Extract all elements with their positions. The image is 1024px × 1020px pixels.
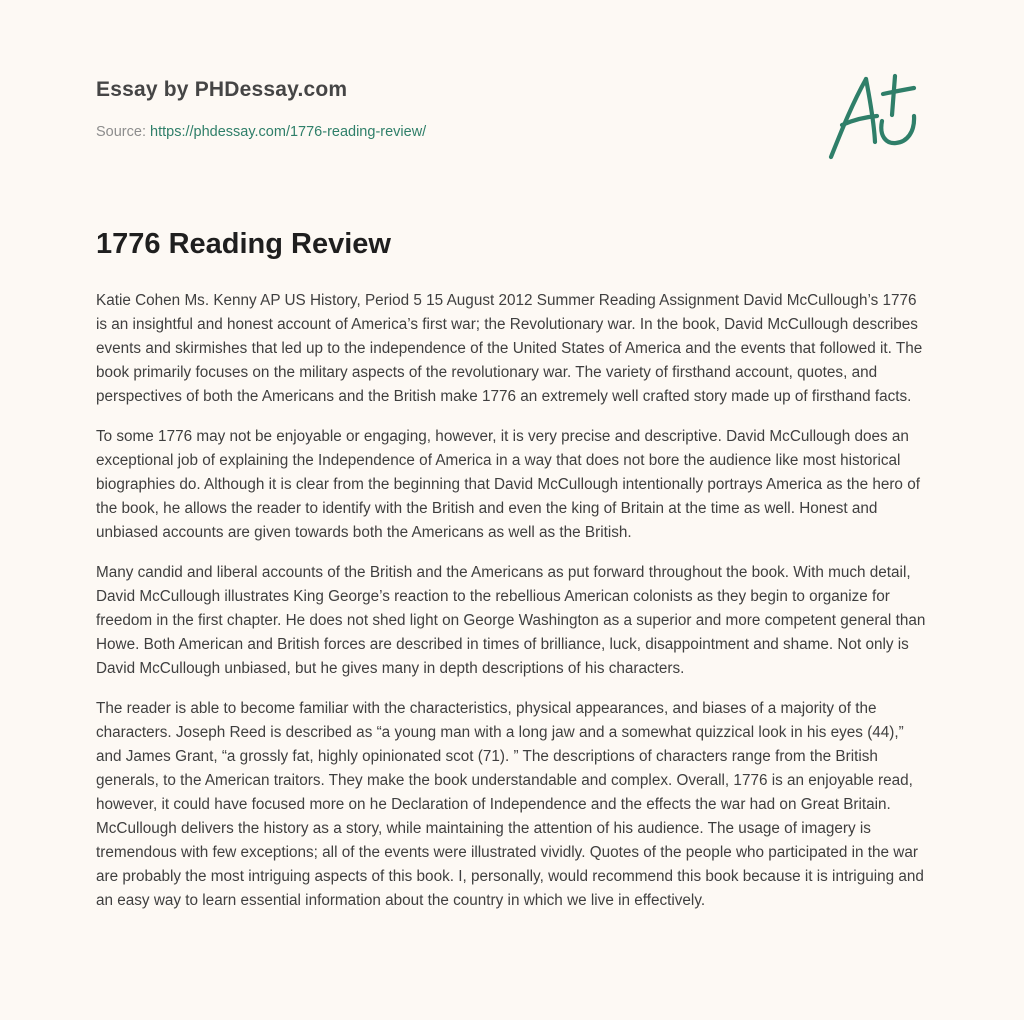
essay-paragraph-3: Many candid and liberal accounts of the British and the Americans as put forward throughout the book. With much detail, David McCullough illustrates King George’s reaction to the rebellious American colonists as they begin to organize for freedom in the first chapter. He does not shed light on George Washington as a superior and more competent general than Howe. Both American and British forces are described in times of brilliance, luck, disappointment and shame. Not only is David McCullough unbiased, but he gives many in depth descriptions of his characters. [96,564,926,677]
source-link[interactable]: https://phdessay.com/1776-reading-review/ [150,124,427,140]
essay-paragraph-1: Katie Cohen Ms. Kenny AP US History, Period 5 15 August 2012 Summer Reading Assignment David McCullough’s 1776 is an insightful and honest account of America’s first war; the Revolutionary war. In the book, David McCullough describes events and skirmishes that led up to the independence of the United States of America and the events that followed it. The book primarily focuses on the military aspects of the revolutionary war. The variety of firsthand account, quotes, and perspectives of both the Americans and the British make 1776 an extremely well crafted story made up of firsthand facts. [96,292,923,405]
essay-paragraph-2: To some 1776 may not be enjoyable or engaging, however, it is very precise and descriptive. David McCullough does an exceptional job of explaining the Independence of America in a way that does not bore the audience like most historical biographies do. Although it is clear from the beginning that David McCullough intentionally portrays America as the hero of the book, he allows the reader to identify with the British and even the king of Britain at the time as well. Honest and unbiased accounts are given towards both the Americans as well as the British. [96,428,920,541]
site-title: Essay by PHDessay.com [96,78,348,101]
essay-title: 1776 Reading Review [96,228,391,260]
source-line [96,124,426,140]
a-plus-logo [825,68,925,164]
page-header [96,74,928,184]
source-label: Source: [96,124,146,140]
essay-paragraph-4: The reader is able to become familiar with the characteristics, physical appearances, and biases of a majority of the characters. Joseph Reed is described as “a young man with a long jaw and a somewhat quizzical look in his eyes (44),” and James Grant, “a grossly fat, highly opinionated scot (71). ” The descriptions of characters range from the British generals, to the American traitors. They make the book understandable and complex. Overall, 1776 is an enjoyable read, however, it could have focused more on he Declaration of Independence and the effects the war had on Great Britain. McCullough delivers the history as a story, while maintaining the attention of his audience. The usage of imagery is tremendous with few exceptions; all of the events were illustrated vividly. Quotes of the people who participated in the war are probably the most intriguing aspects of this book. I, personally, would recommend this book because it is intriguing and an easy way to learn essential information about the country in which we live in effectively. [96,700,924,909]
essay-article [96,222,928,929]
